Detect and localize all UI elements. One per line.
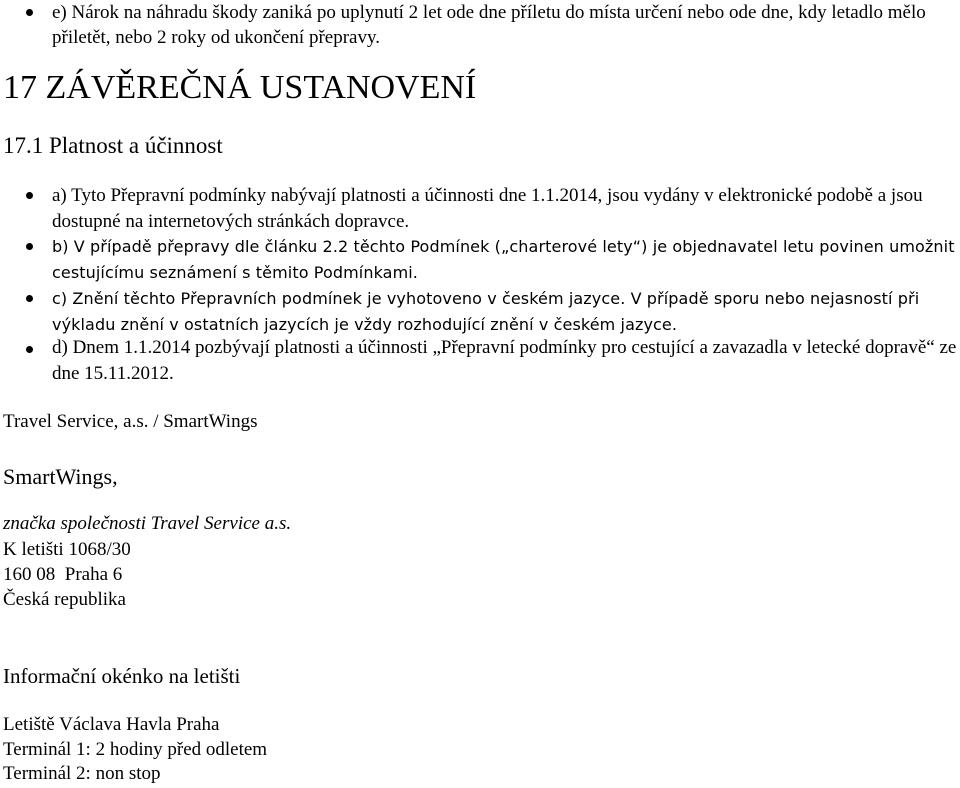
address-line-1: K letišti 1068/30 <box>3 539 131 560</box>
bullet-dot <box>26 9 33 16</box>
info-line-3: Terminál 2: non stop <box>3 763 161 784</box>
subsection-heading: 17.1 Platnost a účinnost <box>3 133 223 158</box>
bullet-dot <box>26 295 33 302</box>
bullet-dot <box>26 243 33 250</box>
list-item-b: b) V případě přepravy dle článku 2.2 těchto Podmínek („charterové lety“) je objednavatel letu povinen umožnit cestujícímu seznámení s těmito Podmínkami. <box>52 237 955 282</box>
address-line-3: Česká republika <box>3 589 126 610</box>
list-item-e: e) Nárok na náhradu škody zaniká po uplynutí 2 let ode dne příletu do místa určení nebo ode dne, kdy letadlo mělo přiletět, nebo 2 roky od ukončení přepravy. <box>52 2 926 48</box>
list-item-a: a) Tyto Přepravní podmínky nabývají platnosti a účinnosti dne 1.1.2014, jsou vydány v elektronické podobě a jsou dostupné na internetových stránkách dopravce. <box>52 185 923 232</box>
list-item-d: d) Dnem 1.1.2014 pozbývají platnosti a účinnosti „Přepravní podmínky pro cestující a zavazadla v letecké dopravě“ ze dne 15.11.2012. <box>52 337 957 384</box>
list-item-c: c) Znění těchto Přepravních podmínek je vyhotoveno v českém jazyce. V případě sporu nebo nejasností při výkladu znění v ostatních jazycích je vždy rozhodující znění v českém jazyce. <box>52 289 920 334</box>
brand-name: SmartWings, <box>3 464 118 489</box>
brand-tagline: značka společnosti Travel Service a.s. <box>3 513 292 534</box>
bullet-dot <box>26 192 33 199</box>
info-heading: Informační okénko na letišti <box>3 664 241 688</box>
info-line-1: Letiště Václava Havla Praha <box>3 714 220 735</box>
address-line-2: 160 08 Praha 6 <box>3 564 123 585</box>
bullet-dot <box>26 346 33 353</box>
info-line-2: Terminál 1: 2 hodiny před odletem <box>3 739 268 760</box>
company-line: Travel Service, a.s. / SmartWings <box>3 411 258 432</box>
section-heading: 17 ZÁVĚREČNÁ USTANOVENÍ <box>3 69 477 106</box>
